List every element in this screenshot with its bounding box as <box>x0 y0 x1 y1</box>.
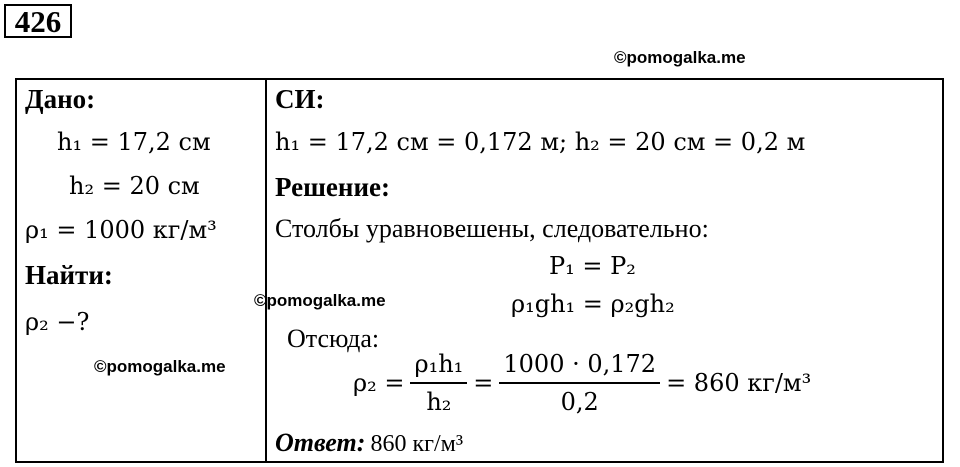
final-formula <box>353 348 811 418</box>
solution-text-1: Столбы уравновешены, следовательно: <box>275 214 709 243</box>
find-heading: Найти: <box>25 260 113 290</box>
si-line: h₁ = 17,2 см = 0,172 м; h₂ = 20 см = 0,2 м <box>275 128 806 156</box>
column-divider <box>265 80 267 461</box>
given-heading: Дано: <box>25 84 96 114</box>
final-equals: = <box>473 369 494 397</box>
watermark: ©pomogalka.me <box>254 291 386 310</box>
fraction-numeric-denominator: 0,2 <box>560 388 599 416</box>
given-h2: h₂ = 20 см <box>69 172 200 200</box>
given-rho1: ρ₁ = 1000 кг/м³ <box>25 216 217 244</box>
answer-value: 860 кг/м³ <box>370 431 464 457</box>
fraction-bar <box>499 382 660 384</box>
watermark: ©pomogalka.me <box>614 48 746 67</box>
si-heading: СИ: <box>275 84 325 114</box>
fraction-symbolic-denominator: h₂ <box>426 388 452 416</box>
final-lhs: ρ₂ = <box>353 369 405 397</box>
fraction-symbolic-numerator: ρ₁h₁ <box>414 350 464 378</box>
find-rho2: ρ₂ −? <box>25 308 90 336</box>
fraction-numeric-numerator: 1000 · 0,172 <box>503 350 657 378</box>
final-rhs: = 860 кг/м³ <box>666 369 812 397</box>
answer-line <box>275 428 463 458</box>
problem-number: 426 <box>4 4 72 38</box>
fraction-numeric <box>499 348 660 418</box>
solution-text-2: Отсюда: <box>287 324 380 353</box>
solution-table <box>15 78 944 463</box>
equation-pressure: P₁ = P₂ <box>549 252 636 280</box>
equation-balance: ρ₁gh₁ = ρ₂gh₂ <box>511 290 675 318</box>
fraction-symbolic <box>410 348 467 418</box>
watermark: ©pomogalka.me <box>94 357 226 376</box>
answer-label: Ответ: <box>275 428 366 457</box>
fraction-bar <box>410 382 467 384</box>
given-h1: h₁ = 17,2 см <box>57 128 211 156</box>
solution-heading: Решение: <box>275 172 390 202</box>
